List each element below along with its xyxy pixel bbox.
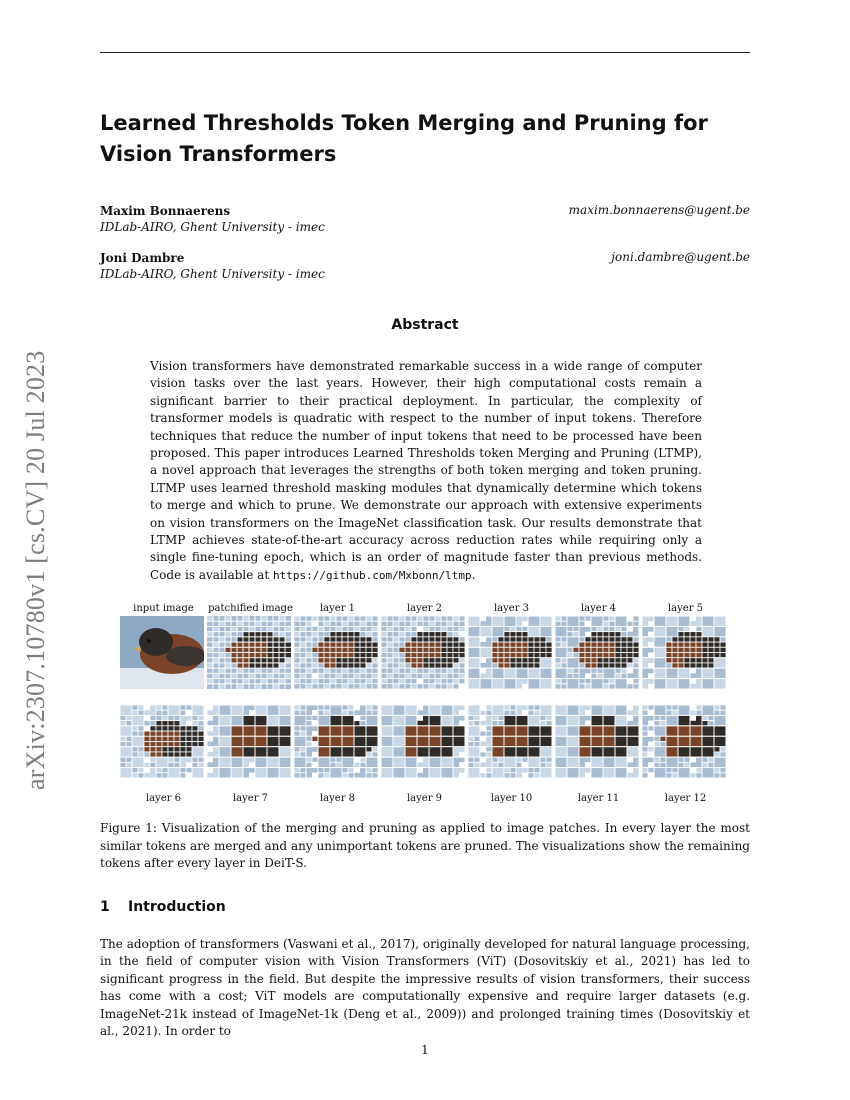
figure-label-bottom: layer 8 — [319, 793, 356, 804]
arxiv-side-stamp: arXiv:2307.10780v1 [cs.CV] 20 Jul 2023 — [21, 350, 50, 790]
layer-tile-graphic — [207, 705, 291, 778]
author-block-2 — [100, 250, 750, 282]
layer-tile — [381, 616, 465, 689]
layer-tile-graphic — [294, 705, 378, 778]
input-image-tile-graphic — [120, 616, 204, 689]
figure-label-bottom: layer 7 — [232, 793, 269, 804]
figure-label-bottom: layer 6 — [145, 793, 182, 804]
figure-label-top: layer 3 — [493, 603, 530, 614]
figure-label-bottom: layer 11 — [577, 793, 620, 804]
layer-tile — [642, 705, 726, 778]
layer-tile-graphic — [468, 705, 552, 778]
layer-tile — [555, 705, 639, 778]
layer-tile-graphic — [294, 616, 378, 689]
abstract-text: Vision transformers have demonstrated remarkable success in a wide range of computer vision tasks over the last years. However, their high computational costs remain a significant barrier to their practical deployment. In particular, the complexity of transformer models is quadratic with respect to the number of input tokens. Therefore techniques that reduce the number of input tokens that need to be processed have been proposed. This paper introduces Learned Thresholds token Merging and Pruning (LTMP), a novel approach that leverages the strengths of both token merging and token pruning. LTMP uses learned threshold masking modules that dynamically determine which tokens to merge and which to prune. We demonstrate our approach with extensive experiments on vision transformers on the ImageNet classification task. Our results demonstrate that LTMP achieves state-of-the-art accuracy across reduction rates while requiring only a single fine-tuning epoch, which is an order of magnitude faster than previous methods. Code is available at — [150, 359, 702, 582]
figure-caption: Figure 1: Visualization of the merging and pruning as applied to image patches. In every layer the most similar tokens are merged and any unimportant tokens are pruned. The visualizations show the remaining tokens after every layer in DeiT-S. — [100, 821, 750, 870]
section-title: Introduction — [128, 899, 226, 915]
top-rule — [100, 52, 750, 53]
figure-token-visualization — [120, 600, 732, 812]
author-name: Maxim Bonnaerens — [100, 204, 231, 218]
figure-label-bottom: layer 9 — [406, 793, 443, 804]
section-heading — [100, 899, 226, 915]
page-number: 1 — [421, 1043, 429, 1057]
layer-tile-graphic — [468, 616, 552, 689]
layer-tile — [468, 616, 552, 689]
figure-label-top: layer 1 — [319, 603, 356, 614]
figure-label-bottom: layer 12 — [664, 793, 707, 804]
layer-tile — [120, 705, 204, 778]
author-name: Joni Dambre — [100, 251, 185, 265]
layer-tile — [555, 616, 639, 689]
section-number: 1 — [100, 899, 110, 915]
figure-label-top: layer 2 — [406, 603, 443, 614]
layer-tile-graphic — [381, 705, 465, 778]
author-affiliation: IDLab-AIRO, Ghent University - imec — [100, 220, 325, 234]
figure-label-bottom: layer 10 — [490, 793, 533, 804]
introduction-text: The adoption of transformers (Vaswani et al., 2017), originally developed for natural language processing, in the field of computer vision with Vision Transformers (ViT) (Dosovitskiy et al., 2021) has led to significant progress in the field. But despite the impressive results of vision transformers, their success has come with a cost; ViT models are computationally expensive and require larger datasets (e.g. ImageNet-21k instead of ImageNet-1k (Deng et al., 2009)) and prolonged training times (Dosovitskiy et al., 2021). In order to — [100, 937, 750, 1039]
code-link[interactable]: https://github.com/Mxbonn/ltmp — [272, 568, 472, 582]
layer-tile-graphic — [120, 705, 204, 778]
layer-tile — [381, 705, 465, 778]
figure-label-top: layer 5 — [667, 603, 704, 614]
layer-tile — [642, 616, 726, 689]
layer-tile-graphic — [555, 616, 639, 689]
layer-tile — [294, 705, 378, 778]
layer-tile-graphic — [555, 705, 639, 778]
layer-tile-graphic — [381, 616, 465, 689]
abstract-heading: Abstract — [391, 317, 459, 333]
layer-tile-graphic — [642, 705, 726, 778]
patchified-image-tile — [207, 616, 291, 689]
figure-label-top: patchified image — [208, 603, 293, 614]
paper-title: Learned Thresholds Token Merging and Pruning for Vision Transformers — [100, 111, 708, 166]
figure-label-top: input image — [133, 603, 194, 614]
author-email[interactable]: joni.dambre@ugent.be — [611, 250, 750, 264]
figure-label-top: layer 4 — [580, 603, 617, 614]
author-email[interactable]: maxim.bonnaerens@ugent.be — [568, 203, 750, 217]
abstract-body: Vision transformers have demonstrated remarkable success in a wide range of computer vision tasks over the last years. However, their high computational costs remain a significant barrier to their practical deployment. In particular, the complexity of transformer models is quadratic with respect to the number of input tokens. Therefore techniques that reduce the number of input tokens that need to be processed have been proposed. This paper introduces Learned Thresholds token Merging and Pruning (LTMP), a novel approach that leverages the strengths of both token merging and token pruning. LTMP uses learned threshold masking modules that dynamically determine which tokens to merge and which to prune. We demonstrate our approach with extensive experiments on vision transformers on the ImageNet classification task. Our results demonstrate that LTMP achieves state-of-the-art accuracy across reduction rates while requiring only a single fine-tuning epoch, which is an order of magnitude faster than previous methods. Code is available at https://github.com/Mxbonn/ltmp. — [150, 359, 702, 582]
layer-tile — [468, 705, 552, 778]
layer-tile — [207, 705, 291, 778]
patchified-image-tile-graphic — [207, 616, 291, 689]
layer-tile-graphic — [642, 616, 726, 689]
author-block-1 — [100, 203, 750, 235]
layer-tile — [294, 616, 378, 689]
author-affiliation: IDLab-AIRO, Ghent University - imec — [100, 267, 325, 281]
input-image-tile — [120, 616, 204, 689]
